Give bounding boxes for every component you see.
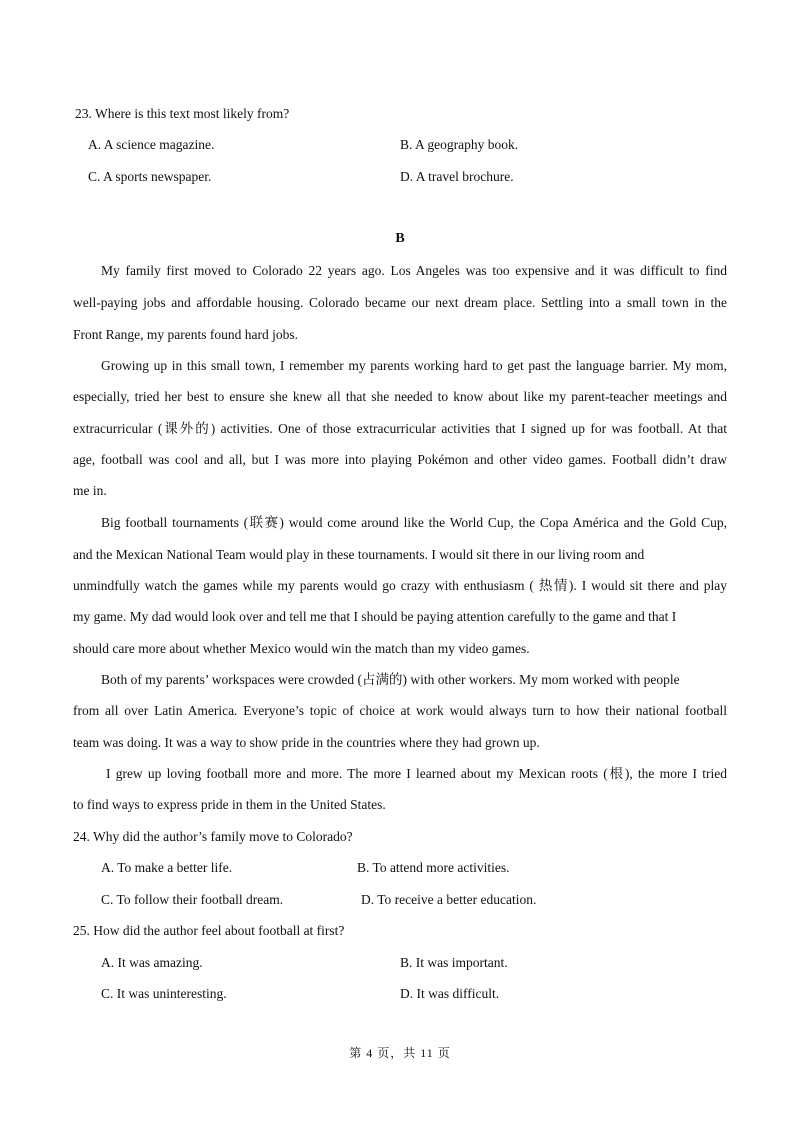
passage-line: unmindfully watch the games while my parents would go crazy with enthusiasm ( 热情). I would sit there and play (73, 578, 727, 593)
passage-line: age, football was cool and all, but I was more into playing Pokémon and other video games. Football didn’t draw (73, 452, 727, 467)
question-23-text: 23. Where is this text most likely from? (75, 106, 290, 121)
question-24-option-c[interactable]: C. To follow their football dream. (101, 892, 284, 907)
passage-line: Front Range, my parents found hard jobs. (73, 327, 298, 342)
question-25-option-a[interactable]: A. It was amazing. (101, 955, 203, 970)
question-23-option-d[interactable]: D. A travel brochure. (400, 169, 514, 184)
question-24-option-a[interactable]: A. To make a better life. (101, 860, 233, 875)
question-24-text: 24. Why did the author’s family move to Colorado? (73, 829, 353, 844)
passage-line: my game. My dad would look over and tell me that I should be paying attention carefully to the game and that I (73, 609, 677, 624)
passage-line: to find ways to express pride in them in the United States. (73, 797, 386, 812)
passage-line: especially, tried her best to ensure she knew all that she needed to know about like my parent-teacher meetings and (73, 389, 727, 404)
passage-line: team was doing. It was a way to show pride in the countries where they had grown up. (73, 735, 540, 750)
question-25-option-c[interactable]: C. It was uninteresting. (101, 986, 227, 1001)
question-23-option-a[interactable]: A. A science magazine. (88, 137, 215, 152)
passage-line: I grew up loving football more and more. The more I learned about my Mexican roots (根), the more I tried (106, 766, 727, 781)
passage-line: and the Mexican National Team would play in these tournaments. I would sit there in our living room and (73, 547, 645, 562)
passage-line: extracurricular (课外的) activities. One of those extracurricular activities that I signed up for was football. At that (73, 421, 727, 436)
section-b-title: B (395, 231, 405, 246)
question-23-option-b[interactable]: B. A geography book. (400, 137, 519, 152)
passage-line: Growing up in this small town, I remember my parents working hard to get past the language barrier. My mom, (101, 358, 727, 373)
passage-line: Big football tournaments (联赛) would come around like the World Cup, the Copa América and the Gold Cup, (101, 515, 727, 530)
question-25-option-d[interactable]: D. It was difficult. (400, 986, 500, 1001)
question-25-option-b[interactable]: B. It was important. (400, 955, 508, 970)
passage-line: should care more about whether Mexico would win the match than my video games. (73, 641, 530, 656)
passage-line: Both of my parents’ workspaces were crowded (占满的) with other workers. My mom worked with people (101, 672, 680, 687)
question-24-option-d[interactable]: D. To receive a better education. (361, 892, 537, 907)
passage-line: My family first moved to Colorado 22 years ago. Los Angeles was too expensive and it was difficult to find (101, 263, 727, 278)
question-24-option-b[interactable]: B. To attend more activities. (357, 860, 510, 875)
passage-line: me in. (73, 483, 107, 498)
question-23-option-c[interactable]: C. A sports newspaper. (88, 169, 212, 184)
page-number-footer: 第 4 页，共 11 页 (349, 1046, 451, 1060)
passage-line: well-paying jobs and affordable housing. Colorado became our next dream place. Settling into a small town in the (73, 295, 727, 310)
passage-line: from all over Latin America. Everyone’s topic of choice at work would always turn to how their national football (73, 703, 727, 718)
question-25-text: 25. How did the author feel about football at first? (73, 923, 345, 938)
